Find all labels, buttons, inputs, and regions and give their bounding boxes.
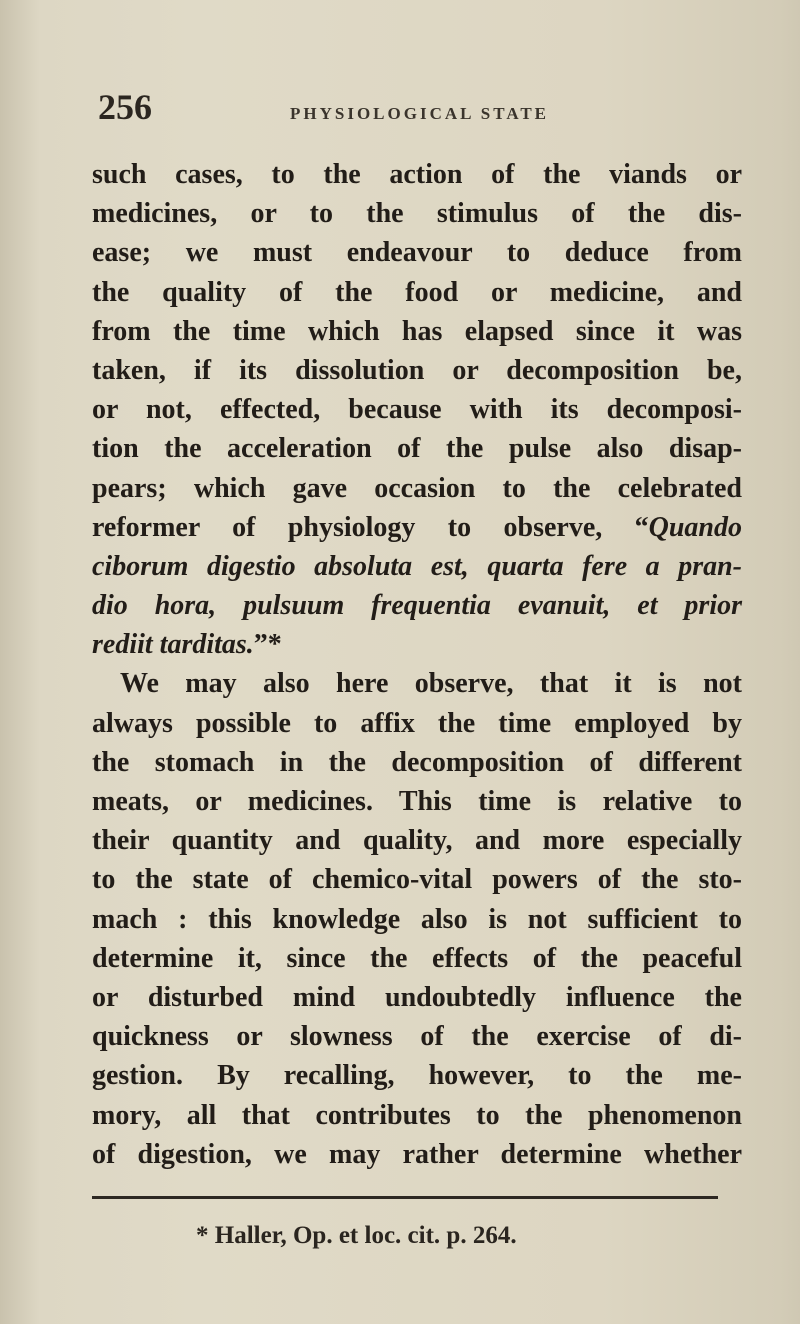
latin-quote-line: ciborum digestio absoluta est, quarta fere a pran- [92, 550, 742, 582]
quote-lead-text: reformer of physiology to observe, [92, 511, 603, 543]
text-line: meats, or medicines. This time is relative to [92, 786, 742, 817]
text-line: mory, all that contributes to the phenomenon [92, 1099, 742, 1131]
text-line: ease; we must endeavour to deduce from [92, 237, 742, 269]
body-text [92, 155, 742, 1174]
open-quote: “ [634, 511, 649, 543]
text-line: to the state of chemico-vital powers of the sto- [92, 864, 742, 896]
text-line: always possible to affix the time employed by [92, 707, 742, 739]
text-line: the quality of the food or medicine, and [92, 276, 742, 308]
text-line: the stomach in the decomposition of different [92, 746, 742, 778]
text-line-quote-lead [92, 508, 742, 547]
text-line: from the time which has elapsed since it was [92, 315, 742, 347]
latin-quote-end: rediit tarditas. [92, 629, 254, 661]
text-line: tion the acceleration of the pulse also disap- [92, 433, 742, 465]
text-line: such cases, to the action of the viands or [92, 159, 742, 190]
text-line: of digestion, we may rather determine whether [92, 1138, 742, 1170]
latin-quote-start: Quando [648, 511, 743, 543]
running-head: PHYSIOLOGICAL STATE [290, 104, 550, 123]
text-line: quickness or slowness of the exercise of di- [92, 1021, 742, 1053]
page-header [0, 82, 800, 132]
text-line: determine it, since the effects of the peaceful [92, 942, 742, 974]
page-number: 256 [98, 87, 152, 127]
text-line: or disturbed mind undoubtedly influence the [92, 981, 742, 1013]
latin-quote-line: dio hora, pulsuum frequentia evanuit, et prior [92, 590, 742, 622]
text-line: taken, if its dissolution or decomposition be, [92, 354, 742, 386]
text-line: pears; which gave occasion to the celebrated [92, 472, 742, 504]
footnote-rule [92, 1196, 718, 1199]
latin-quote-end-line [92, 625, 742, 664]
text-line: gestion. By recalling, however, to the me- [92, 1060, 742, 1092]
text-line: or not, effected, because with its decomposi- [92, 394, 742, 426]
paragraph-start-line: We may also here observe, that it is not [120, 668, 742, 700]
close-quote-footnote-mark: ”* [253, 629, 282, 661]
text-line: medicines, or to the stimulus of the dis- [92, 198, 742, 230]
footnote: * Haller, Op. et loc. cit. p. 264. [196, 1222, 517, 1249]
text-line: mach : this knowledge also is not sufficient to [92, 903, 742, 935]
text-line: their quantity and quality, and more especially [92, 825, 742, 857]
